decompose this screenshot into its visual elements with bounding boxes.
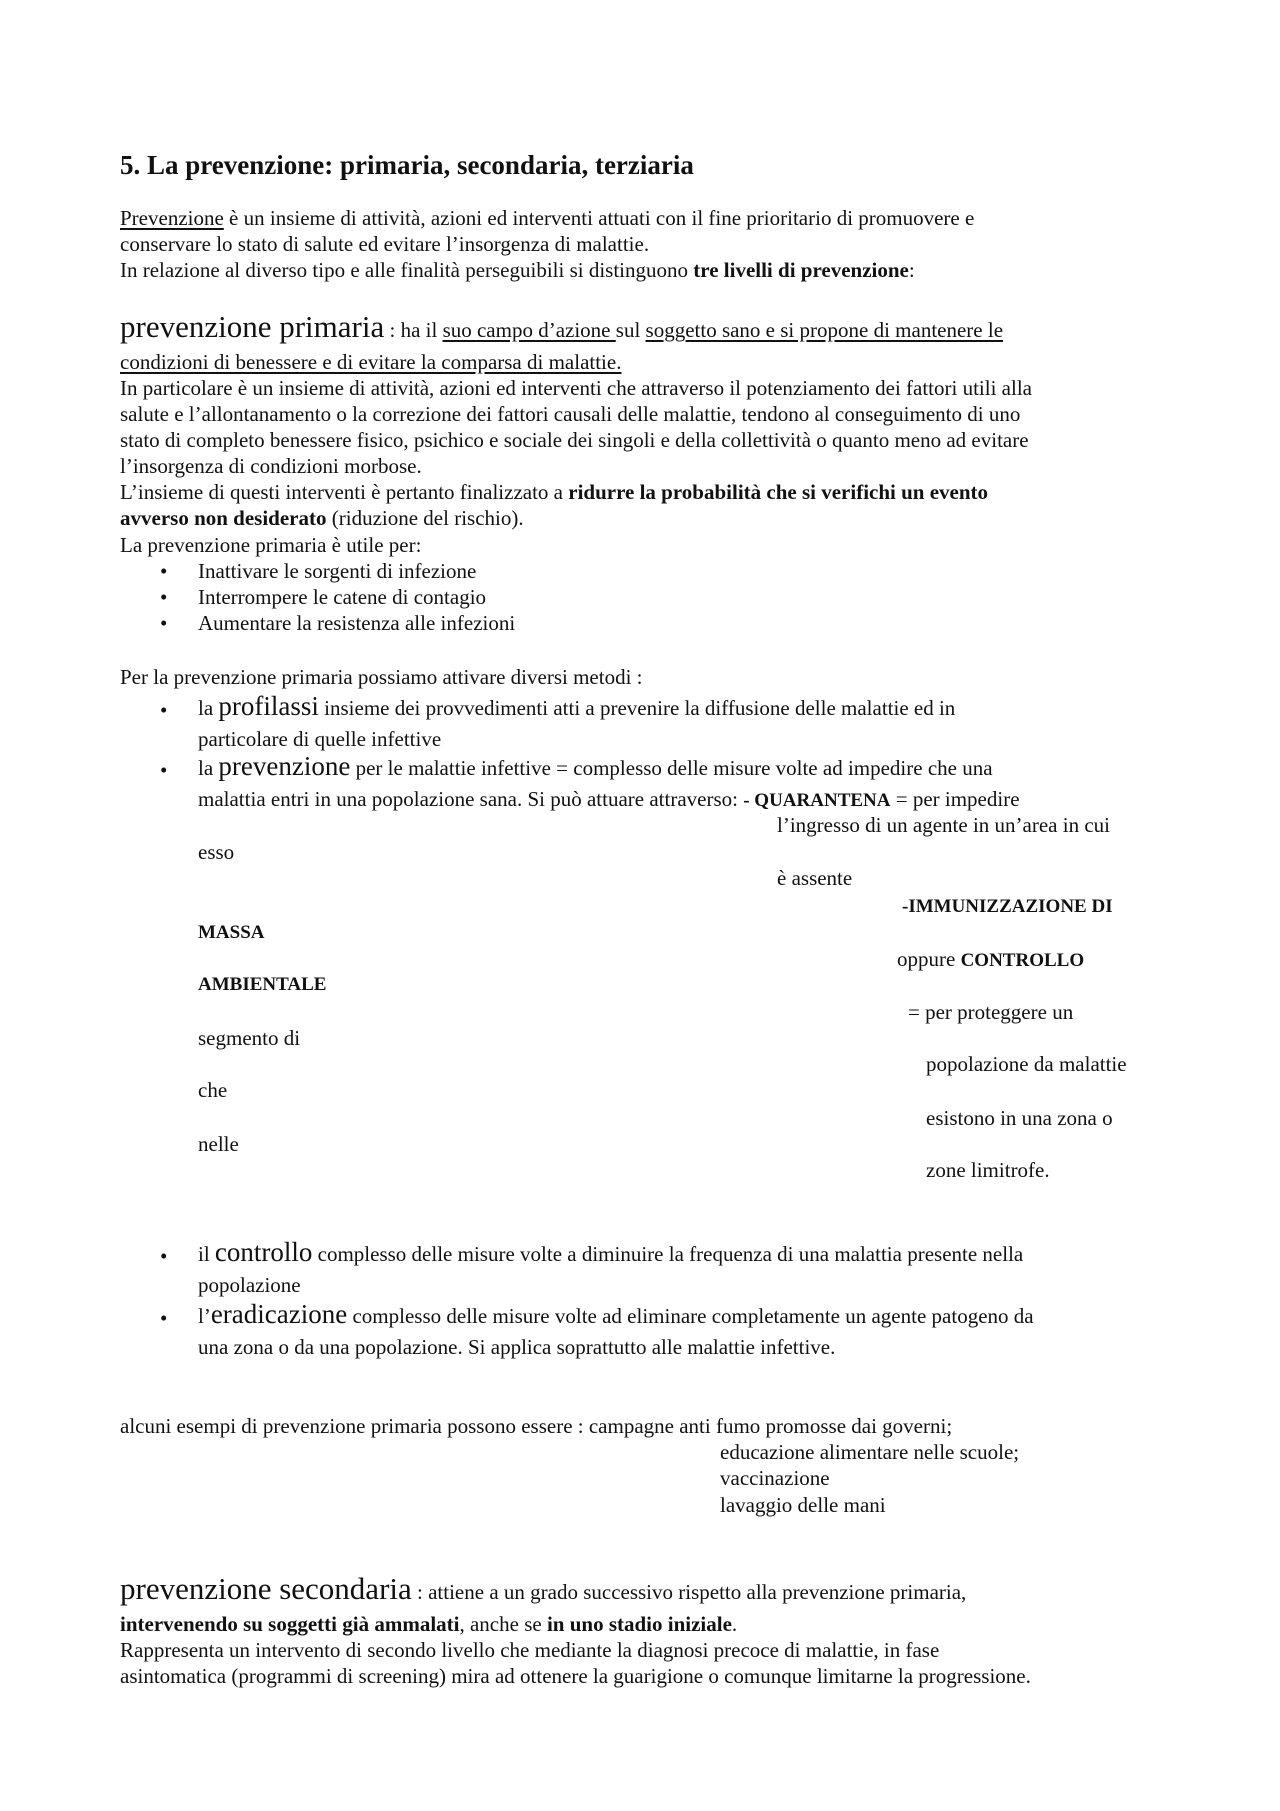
fragment-segmento: segmento di: [198, 1026, 301, 1050]
list-bullet: •: [160, 1244, 168, 1268]
fragment-proteggere: = per proteggere un: [908, 1000, 1074, 1024]
list-bullet: •: [160, 698, 168, 722]
ambientale-label: AMBIENTALE: [198, 974, 327, 995]
primaria-line-2: condizioni di benessere e di evitare la comparsa di malattie.: [120, 350, 622, 374]
esempi-item: educazione alimentare nelle scuole;: [720, 1440, 1020, 1464]
profilassi-line-1: la profilassi insieme dei provvedimenti atti a prevenire la diffusione delle malattie ed in: [198, 691, 956, 721]
list-bullet: •: [160, 611, 168, 635]
esempi-item: vaccinazione: [720, 1466, 830, 1490]
list-bullet: •: [160, 559, 168, 583]
primaria-term: prevenzione primaria: [120, 309, 385, 344]
list-bullet: •: [160, 585, 168, 609]
primaria-paragraph-5: L’insieme di questi interventi è pertanto finalizzato a ridurre la probabilità che si verifichi un evento: [120, 480, 989, 504]
esempi-intro: alcuni esempi di prevenzione primaria possono essere : campagne anti fumo promosse dai governi;: [120, 1414, 953, 1438]
prevenzione-line-2: malattia entri in una popolazione sana. Si può attuare attraverso: - QUARANTENA = per impedire: [198, 787, 1020, 811]
intro-line-3: In relazione al diverso tipo e alle finalità perseguibili si distinguono tre livelli di prevenzione:: [120, 258, 915, 282]
secondaria-line-1: prevenzione secondaria : attiene a un grado successivo rispetto alla prevenzione primaria,: [120, 1571, 967, 1606]
controllo-ambientale-line: oppure CONTROLLO: [897, 947, 1085, 971]
list-bullet: •: [160, 1306, 168, 1330]
fragment-esso: esso: [198, 840, 235, 864]
intro-line-1: Prevenzione è un insieme di attività, azioni ed interventi attuati con il fine prioritario di promuovere e: [120, 206, 975, 230]
secondaria-line-4: asintomatica (programmi di screening) mira ad ottenere la guarigione o comunque limitarne la progressione.: [120, 1664, 1031, 1688]
controllo-line-2: popolazione: [198, 1273, 301, 1297]
intro-line-2: conservare lo stato di salute ed evitare l’insorgenza di malattie.: [120, 232, 650, 256]
eradicazione-term: eradicazione: [210, 1299, 348, 1329]
profilassi-line-2: particolare di quelle infettive: [198, 727, 442, 751]
primaria-paragraph-2: salute e l’allontanamento o la correzione dei fattori causali delle malattie, tendono al conseguimento di uno: [120, 402, 1021, 426]
massa-label: MASSA: [198, 922, 265, 943]
list-item: Interrompere le catene di contagio: [198, 585, 487, 609]
primaria-paragraph-1: In particolare è un insieme di attività, azioni ed interventi che attraverso il potenziamento dei fattori utili alla: [120, 376, 1032, 400]
eradicazione-line-1: l’eradicazione complesso delle misure volte ad eliminare completamente un agente patogeno da: [198, 1299, 1034, 1329]
secondaria-line-2: intervenendo su soggetti già ammalati, anche se in uno stadio iniziale.: [120, 1612, 738, 1636]
immunizzazione-label: -IMMUNIZZAZIONE DI: [902, 896, 1113, 917]
primaria-paragraph-6: avverso non desiderato (riduzione del rischio).: [120, 506, 524, 530]
eradicazione-line-2: una zona o da una popolazione. Si applica soprattutto alle malattie infettive.: [198, 1335, 836, 1359]
primaria-line-1: prevenzione primaria : ha il suo campo d’azione sul soggetto sano e si propone di mantenere le: [120, 309, 1004, 344]
prevenzione-term: prevenzione: [218, 751, 351, 781]
list-item: Inattivare le sorgenti di infezione: [198, 559, 477, 583]
esempi-item: lavaggio delle mani: [720, 1493, 886, 1517]
list-bullet: •: [160, 758, 168, 782]
primaria-paragraph-3: stato di completo benessere fisico, psichico e sociale dei singoli e della collettività o quanto meno ad evitare: [120, 428, 1029, 452]
fragment-limitrofe: zone limitrofe.: [926, 1158, 1050, 1182]
prevenzione-line-1: la prevenzione per le malattie infettive = complesso delle misure volte ad impedire che una: [198, 751, 993, 781]
primaria-paragraph-4: l’insorgenza di condizioni morbose.: [120, 454, 422, 478]
fragment-nelle: nelle: [198, 1132, 239, 1156]
quarantena-line-2: l’ingresso di un agente in un’area in cui: [777, 813, 1110, 837]
page-title: 5. La prevenzione: primaria, secondaria, terziaria: [120, 150, 694, 180]
secondaria-term: prevenzione secondaria: [120, 1571, 412, 1606]
list-item: Aumentare la resistenza alle infezioni: [198, 611, 516, 635]
fragment-esistono: esistono in una zona o: [926, 1106, 1113, 1130]
utile-intro: La prevenzione primaria è utile per:: [120, 533, 422, 557]
metodi-intro: Per la prevenzione primaria possiamo attivare diversi metodi :: [120, 665, 643, 689]
fragment-che: che: [198, 1078, 228, 1102]
controllo-term: controllo: [214, 1237, 313, 1267]
profilassi-term: profilassi: [218, 691, 319, 721]
secondaria-line-3: Rappresenta un intervento di secondo livello che mediante la diagnosi precoce di malattie, in fase: [120, 1638, 940, 1662]
controllo-line-1: il controllo complesso delle misure volte a diminuire la frequenza di una malattia presente nella: [198, 1237, 1024, 1267]
fragment-popolazione: popolazione da malattie: [926, 1052, 1127, 1076]
fragment-assente: è assente: [777, 866, 853, 890]
intro-term: Prevenzione: [120, 206, 224, 230]
